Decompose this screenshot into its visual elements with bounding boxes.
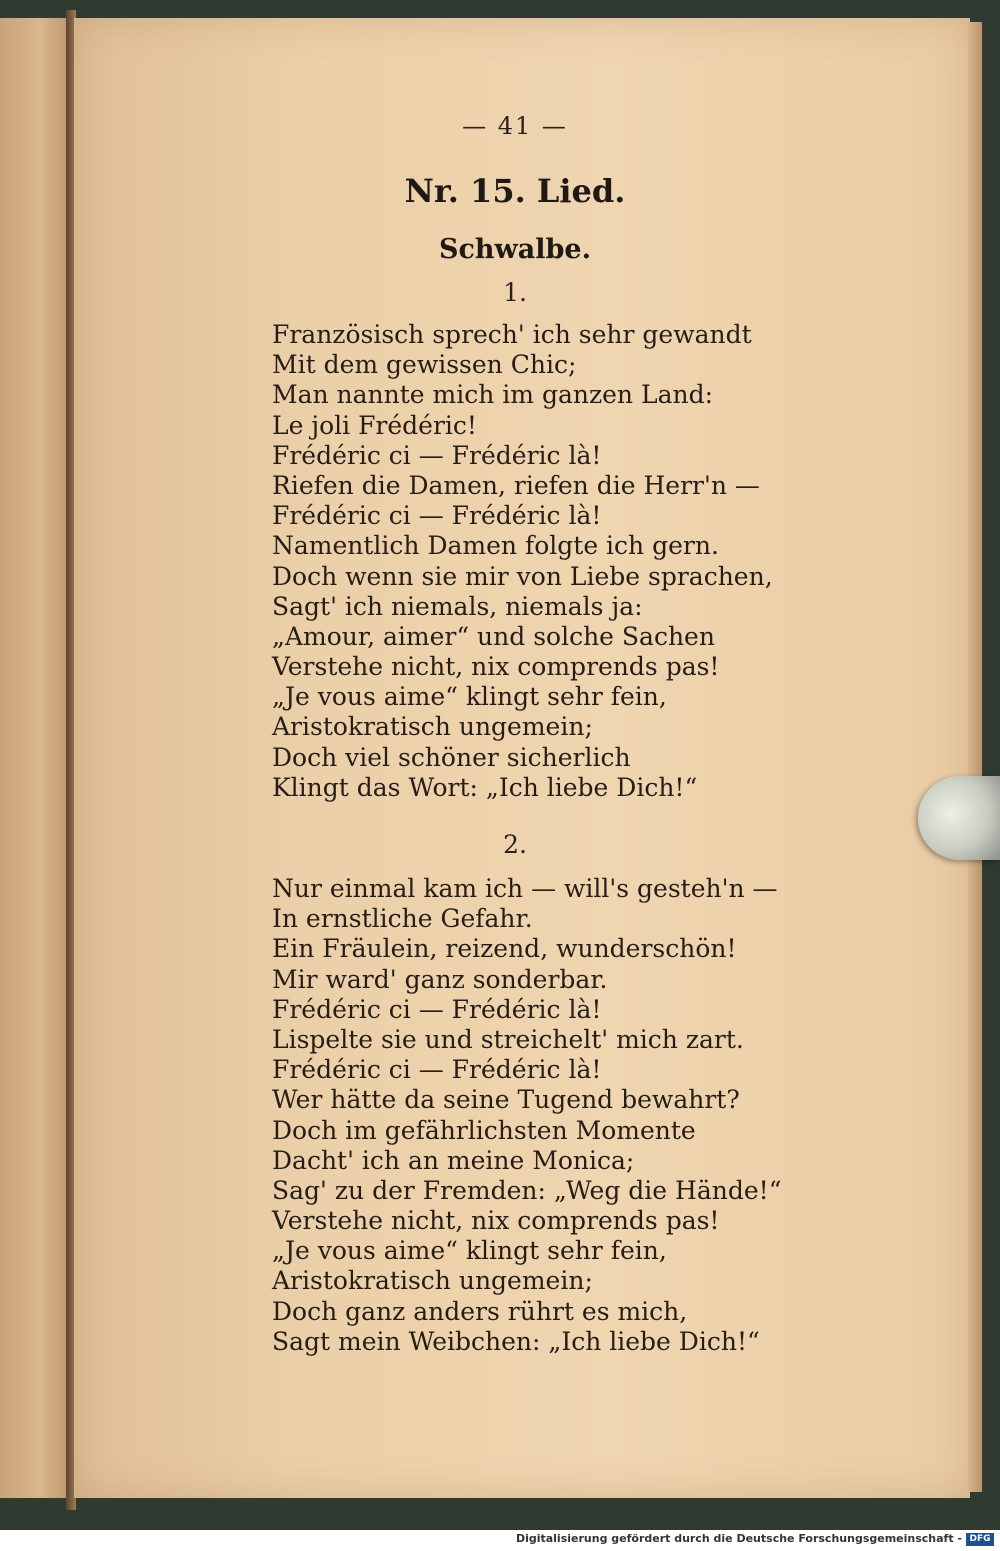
stanza-2 [272, 874, 832, 1357]
verse-line: Sag' zu der Fremden: „Weg die Hände!“ [272, 1175, 782, 1205]
verse-line: Klingt das Wort: „Ich liebe Dich!“ [272, 772, 698, 802]
verse-line: Verstehe nicht, nix comprends pas! [272, 652, 720, 682]
verse-line: Nur einmal kam ich — will's gesteh'n — [272, 874, 778, 903]
page-number: — 41 — [462, 112, 568, 140]
stanza-number-2: 2. [503, 830, 527, 859]
verse-line: In ernstliche Gefahr. [272, 904, 533, 934]
verse-line: Sagt' ich niemals, niemals ja: [272, 591, 643, 621]
verse-line: Wer hätte da seine Tugend bewahrt? [272, 1085, 740, 1115]
verse-line: Frédéric ci — Frédéric là! [272, 501, 602, 531]
verse-line: Frédéric ci — Frédéric là! [272, 1055, 602, 1085]
verse-line: Aristokratisch ungemein; [272, 1266, 593, 1296]
verse-line: „Je vous aime“ klingt sehr fein, [272, 682, 667, 712]
verse-line: „Amour, aimer“ und solche Sachen [272, 621, 715, 651]
stanza-1 [272, 320, 832, 803]
stanza-number-1: 1. [503, 278, 527, 307]
footer-credit: Digitalisierung gefördert durch die Deutsche Forschungsgemeinschaft - [515, 1532, 962, 1545]
verse-line: Sagt mein Weibchen: „Ich liebe Dich!“ [272, 1326, 760, 1356]
verse-line: Frédéric ci — Frédéric là! [272, 994, 602, 1024]
verse-line: Ein Fräulein, reizend, wunderschön! [272, 934, 737, 964]
verse-line: „Je vous aime“ klingt sehr fein, [272, 1236, 667, 1266]
verse-line: Frédéric ci — Frédéric là! [272, 440, 602, 470]
verse-line: Französisch sprech' ich sehr gewandt [272, 320, 752, 349]
verse-line: Verstehe nicht, nix comprends pas! [272, 1206, 720, 1236]
verse-line: Lispelte sie und streichelt' mich zart. [272, 1024, 744, 1054]
verse-line: Dacht' ich an meine Monica; [272, 1145, 635, 1175]
verse-line: Namentlich Damen folgte ich gern. [272, 531, 719, 561]
verse-line: Doch wenn sie mir von Liebe sprachen, [272, 561, 773, 591]
verse-line: Mir ward' ganz sonderbar. [272, 964, 608, 994]
song-subtitle: Schwalbe. [438, 234, 592, 265]
verse-line: Mit dem gewissen Chic; [272, 350, 577, 380]
verse-line: Doch ganz anders rührt es mich, [272, 1296, 688, 1326]
verse-line: Doch im gefährlichsten Momente [272, 1115, 696, 1145]
verse-line: Doch viel schöner sicherlich [272, 742, 631, 772]
song-title: Nr. 15. Lied. [404, 172, 626, 210]
verse-line: Man nannte mich im ganzen Land: [272, 380, 714, 410]
verse-line: Riefen die Damen, riefen die Herr'n — [272, 470, 760, 500]
footer-bar [0, 1530, 1000, 1551]
verse-line: Le joli Frédéric! [272, 410, 477, 440]
verse-line: Aristokratisch ungemein; [272, 712, 593, 742]
dfg-logo: DFG [966, 1533, 994, 1546]
